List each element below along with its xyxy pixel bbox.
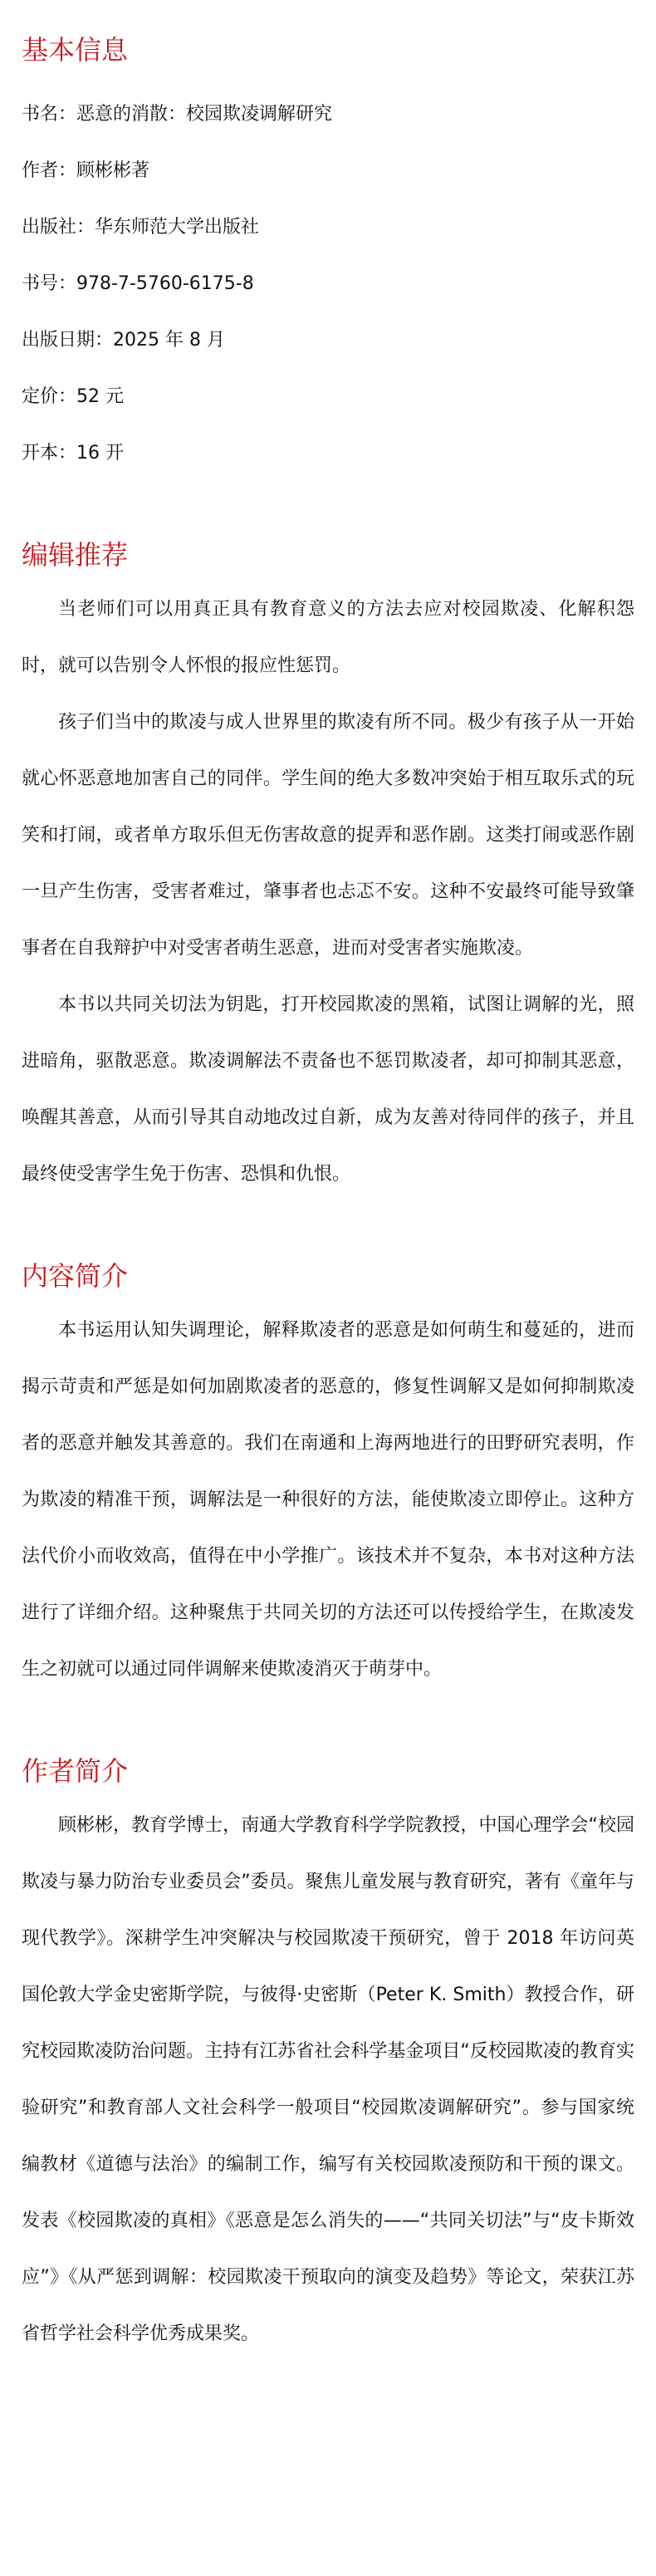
author-paragraph: 顾彬彬，教育学博士，南通大学教育科学学院教授，中国心理学会“校园欺凌与暴力防治专业委员会”委员。聚焦儿童发展与教育研究，著有《童年与现代教学》。深耕学生冲突解决与校园欺凌干预研究，曾于 2018 年访问英国伦敦大学金史密斯学院，与彼得·史密斯（Peter K. Smith）教授合作，研究校园欺凌防治问题。主持有江苏省社会科学基金项目“反校园欺凌的教育实验研究”和教育部人文社会科学一般项目“校园欺凌调解研究”。参与国家统编教材《道德与法治》的编制工作，编写有关校园欺凌预防和干预的课文。发表《校园欺凌的真相》《恶意是怎么消失的——“共同关切法”与“皮卡斯效应”》《从严惩到调解：校园欺凌干预取向的演变及趋势》等论文，荣获江苏省哲学社会科学优秀成果奖。 (22, 1815, 634, 2344)
editor-recommendation-title: 编辑推荐 (22, 539, 129, 571)
author-bio-title: 作者简介 (22, 1755, 129, 1787)
publisher-line: 出版社：华东师范大学出版社 (22, 217, 260, 238)
content-summary-body (22, 1303, 634, 1698)
price-line: 定价：52 元 (22, 386, 124, 407)
basic-info-list (22, 86, 634, 482)
editor-recommendation-body (22, 581, 634, 1203)
editor-recommendation-section (22, 535, 634, 1203)
content-paragraph: 本书运用认知失调理论，解释欺凌者的恶意是如何萌生和蔓延的，进而揭示苛责和严惩是如何加剧欺凌者的恶意的，修复性调解又是如何抑制欺凌者的恶意并触发其善意的。我们在南通和上海两地进行的田野研究表明，作为欺凌的精准干预，调解法是一种很好的方法，能使欺凌立即停止。这种方法代价小而收效高，值得在中小学推广。该技术并不复杂，本书对这种方法进行了详细介绍。这种聚焦于共同关切的方法还可以传授给学生，在欺凌发生之初就可以通过同伴调解来使欺凌消灭于萌芽中。 (22, 1320, 634, 1680)
basic-info-section (22, 30, 634, 482)
author-line: 作者：顾彬彬著 (22, 160, 150, 181)
editor-paragraph: 本书以共同关切法为钥匙，打开校园欺凌的黑箱，试图让调解的光，照进暗角，驱散恶意。欺凌调解法不责备也不惩罚欺凌者，却可抑制其恶意，唤醒其善意，从而引导其自动地改过自新，成为友善对待同伴的孩子，并且最终使受害学生免于伤害、恐惧和仇恨。 (22, 994, 634, 1185)
author-bio-body (22, 1798, 634, 2363)
author-bio-section (22, 1751, 634, 2363)
content-summary-section (22, 1256, 634, 1698)
content-summary-title: 内容简介 (22, 1260, 129, 1292)
publish-date-line: 出版日期：2025 年 8 月 (22, 330, 225, 351)
isbn-line: 书号：978-7-5760-6175-8 (22, 273, 254, 294)
basic-info-title: 基本信息 (22, 34, 129, 66)
book-title-line: 书名：恶意的消散：校园欺凌调解研究 (22, 104, 333, 125)
format-line: 开本：16 开 (22, 443, 124, 464)
editor-paragraph: 孩子们当中的欺凌与成人世界里的欺凌有所不同。极少有孩子从一开始就心怀恶意地加害自己的同伴。学生间的绝大多数冲突始于相互取乐式的玩笑和打闹，或者单方取乐但无伤害故意的捉弄和恶作剧。这类打闹或恶作剧一旦产生伤害，受害者难过，肇事者也忐忑不安。这种不安最终可能导致肇事者在自我辩护中对受害者萌生恶意，进而对受害者实施欺凌。 (22, 712, 634, 959)
editor-paragraph: 当老师们可以用真正具有教育意义的方法去应对校园欺凌、化解积怨时，就可以告别令人怀恨的报应性惩罚。 (22, 599, 634, 676)
